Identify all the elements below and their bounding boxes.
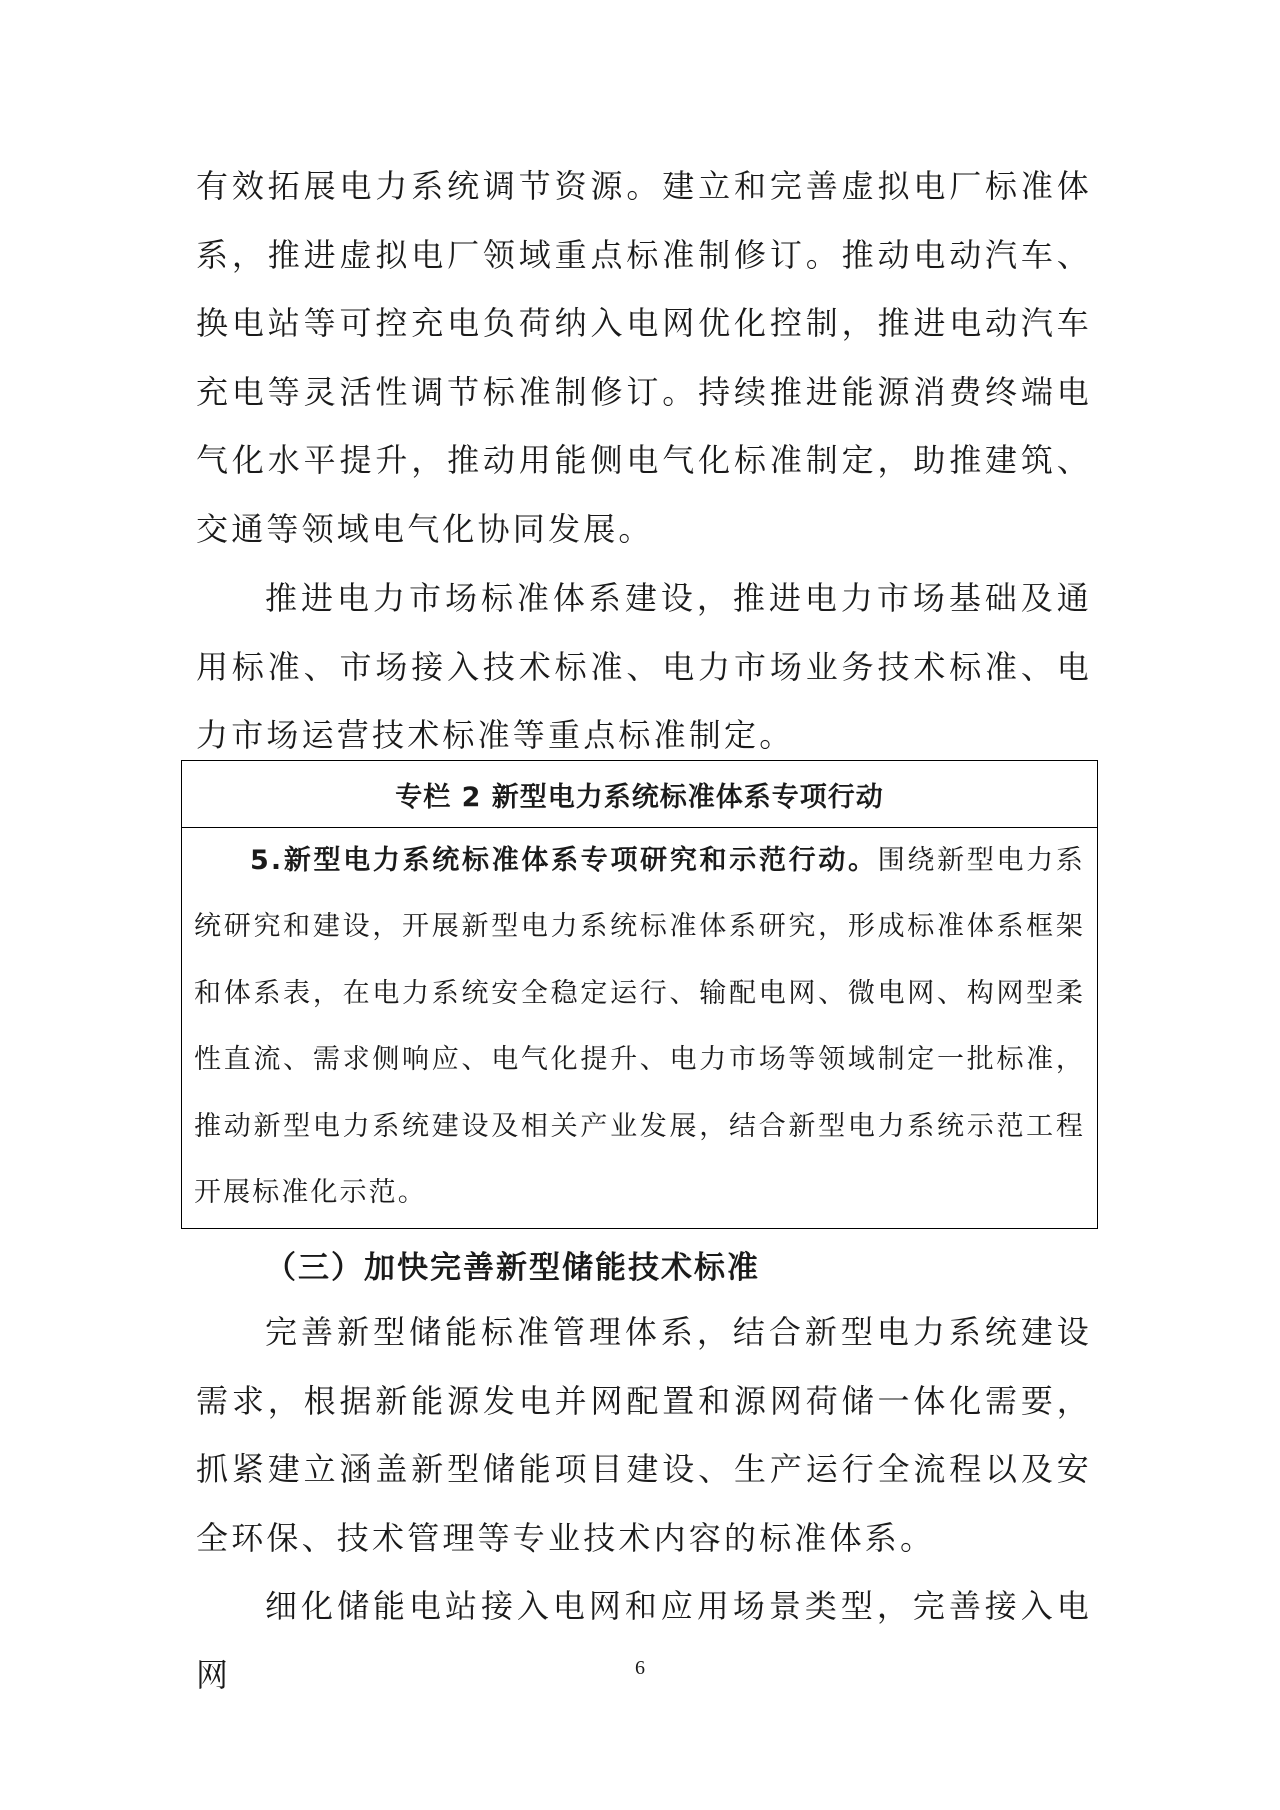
- column-box-body: [182, 828, 1097, 1226]
- column-box: [181, 760, 1098, 1229]
- paragraph-grid-connection: 细化储能电站接入电网和应用场景类型，完善接入电网: [196, 1587, 1092, 1694]
- page-number: 6: [635, 1657, 645, 1679]
- column-box-title: 专栏 2 新型电力系统标准体系专项行动: [182, 761, 1097, 828]
- column-item-lead: 5.新型电力系统标准体系专项研究和示范行动。: [250, 845, 878, 876]
- section-heading: （三）加快完善新型储能技术标准: [265, 1250, 760, 1286]
- column-item-text: 围绕新型电力系统研究和建设，开展新型电力系统标准体系研究，形成标准体系框架和体系表，在电力系统安全稳定运行、输配电网、微电网、构网型柔性直流、需求侧响应、电气化提升、电力市场等领域制定一批标准，推动新型电力系统建设及相关产业发展，结合新型电力系统示范工程开展标准化示范。: [194, 845, 1086, 1209]
- paragraph-electricity-market: 推进电力市场标准体系建设，推进电力市场基础及通用标准、市场接入技术标准、电力市场业务技术标准、电力市场运营技术标准等重点标准制定。: [196, 579, 1092, 755]
- paragraph-storage-standards: 完善新型储能标准管理体系，结合新型电力系统建设需求，根据新能源发电并网配置和源网荷储一体化需要，抓紧建立涵盖新型储能项目建设、生产运行全流程以及安全环保、技术管理等专业技术内容的标准体系。: [196, 1313, 1092, 1557]
- paragraph-regulation-resources: 有效拓展电力系统调节资源。建立和完善虚拟电厂标准体系，推进虚拟电厂领域重点标准制修订。推动电动汽车、换电站等可控充电负荷纳入电网优化控制，推进电动汽车充电等灵活性调节标准制修订。持续推进能源消费终端电气化水平提升，推动用能侧电气化标准制定，助推建筑、交通等领域电气化协同发展。: [196, 167, 1092, 548]
